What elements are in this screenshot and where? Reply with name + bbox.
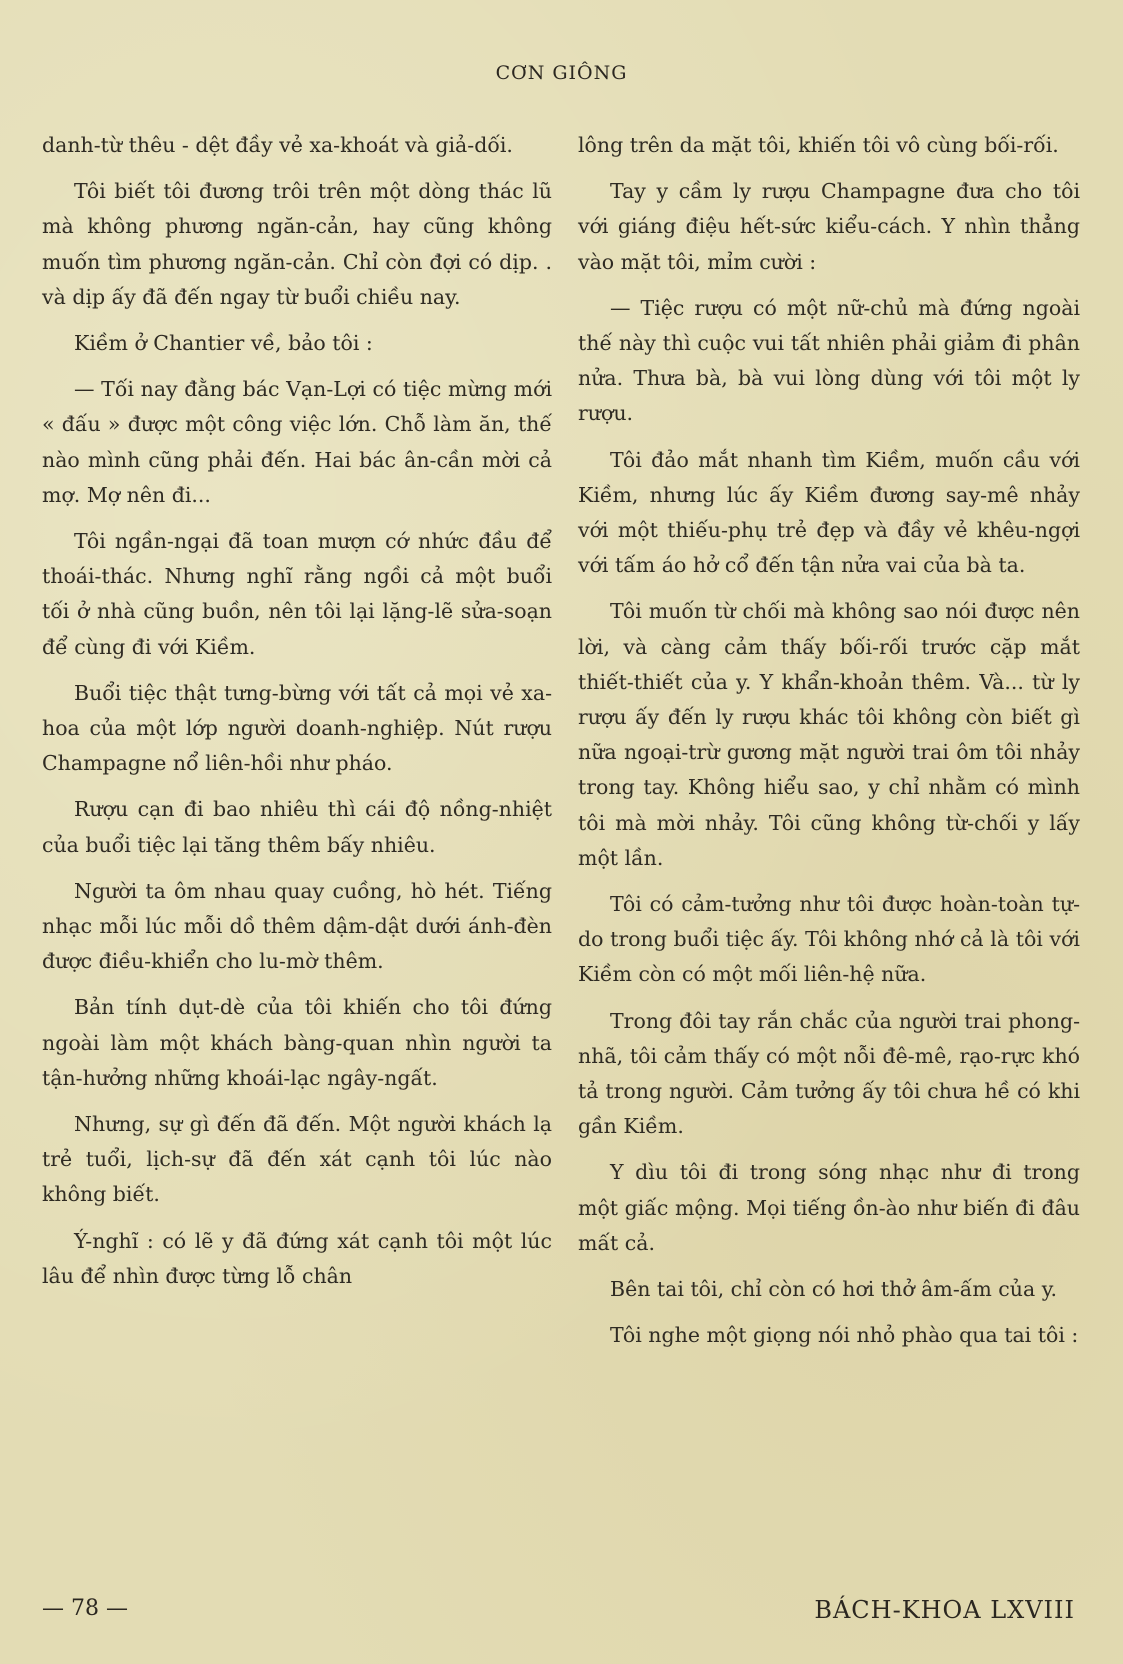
paragraph: Buổi tiệc thật tưng-bừng với tất cả mọi vẻ xa-hoa của một lớp người doanh-nghiệp. Nút rượu Champagne nổ liên-hồi như pháo. [42,680,552,776]
paragraph: Kiềm ở Chantier về, bảo tôi : [74,331,373,356]
paragraph: — Tiệc rượu có một nữ-chủ mà đứng ngoài thế này thì cuộc vui tất nhiên phải giảm đi phân nửa. Thưa bà, bà vui lòng dùng với tôi một ly rượu. [578,295,1080,426]
page-number: — 78 — [42,1596,128,1621]
issue-label: BÁCH-KHOA LXVIII [814,1596,1075,1624]
paragraph: danh-từ thêu - dệt đầy vẻ xa-khoát và giả-dối. [42,133,513,157]
paragraph: Tôi ngần-ngại đã toan mượn cớ nhức đầu để thoái-thác. Nhưng nghĩ rằng ngồi cả một buổi tối ở nhà cũng buồn, nên tôi lại lặng-lẽ sửa-soạn để cùng đi với Kiềm. [42,529,552,659]
paragraph: lông trên da mặt tôi, khiến tôi vô cùng bối-rối. [578,133,1059,157]
paragraph: Tôi muốn từ chối mà không sao nói được nên lời, và càng cảm thấy bối-rối trước cặp mắt thiết-thiết của y. Y khẩn-khoản thêm. Và... từ ly rượu ấy đến ly rượu khác tôi không còn biết gì nữa ngoại-trừ gương mặt người trai ôm tôi nhảy trong tay. Không hiểu sao, y chỉ nhằm có mình tôi mà mời nhảy. Tôi cũng không từ-chối y lấy một lần. [578,599,1080,870]
paragraph: Người ta ôm nhau quay cuồng, hò hét. Tiếng nhạc mỗi lúc mỗi dồ thêm dậm-dật dưới ánh-đèn được điều-khiển cho lu-mờ thêm. [42,878,552,974]
paragraph: Tôi biết tôi đương trôi trên một dòng thác lũ mà không phương ngăn-cản, hay cũng không muốn tìm phương ngăn-cản. Chỉ còn đợi có dịp. . và dịp ấy đã đến ngay từ buổi chiều nay. [42,179,552,309]
paragraph: Tôi nghe một giọng nói nhỏ phào qua tai tôi : [610,1323,1079,1348]
paragraph: — Tối nay đằng bác Vạn-Lợi có tiệc mừng mới « đấu » được một công việc lớn. Chỗ làm ăn, thế nào mình cũng phải đến. Hai bác ân-cần mời cả mợ. Mợ nên đi... [42,377,552,507]
paragraph: Nhưng, sự gì đến đã đến. Một người khách lạ trẻ tuổi, lịch-sự đã đến xát cạnh tôi lúc nào không biết. [42,1112,552,1207]
paragraph: Ý-nghĩ : có lẽ y đã đứng xát cạnh tôi một lúc lâu để nhìn được từng lỗ chân [42,1228,552,1288]
right-column [578,128,1080,1365]
paragraph: Tôi có cảm-tưởng như tôi được hoàn-toàn tự-do trong buổi tiệc ấy. Tôi không nhớ cả là tôi với Kiềm còn có một mối liên-hệ nữa. [578,892,1080,987]
paragraph: Tôi đảo mắt nhanh tìm Kiềm, muốn cầu với Kiềm, nhưng lúc ấy Kiềm đương say-mê nhảy với một thiếu-phụ trẻ đẹp và đầy vẻ khêu-ngợi với tấm áo hở cổ đến tận nửa vai của bà ta. [578,447,1080,578]
left-column [42,128,552,1305]
running-title: CƠN GIÔNG [495,62,628,84]
paragraph: Y dìu tôi đi trong sóng nhạc như đi trong một giấc mộng. Mọi tiếng ồn-ào như biến đi đâu mất cả. [578,1160,1080,1255]
paragraph: Bản tính dụt-dè của tôi khiến cho tôi đứng ngoài làm một khách bàng-quan nhìn người ta tận-hưởng những khoái-lạc ngây-ngất. [42,995,552,1090]
paragraph: Bên tai tôi, chỉ còn có hơi thở âm-ấm của y. [610,1277,1058,1302]
paragraph: Trong đôi tay rắn chắc của người trai phong-nhã, tôi cảm thấy có một nỗi đê-mê, rạo-rực khó tả trong người. Cảm tưởng ấy tôi chưa hề có khi gần Kiềm. [578,1008,1080,1139]
paragraph: Tay y cầm ly rượu Champagne đưa cho tôi với giáng điệu hết-sức kiểu-cách. Y nhìn thẳng vào mặt tôi, mỉm cười : [578,179,1080,274]
paragraph: Rượu cạn đi bao nhiêu thì cái độ nồng-nhiệt của buổi tiệc lại tăng thêm bấy nhiêu. [42,797,552,857]
